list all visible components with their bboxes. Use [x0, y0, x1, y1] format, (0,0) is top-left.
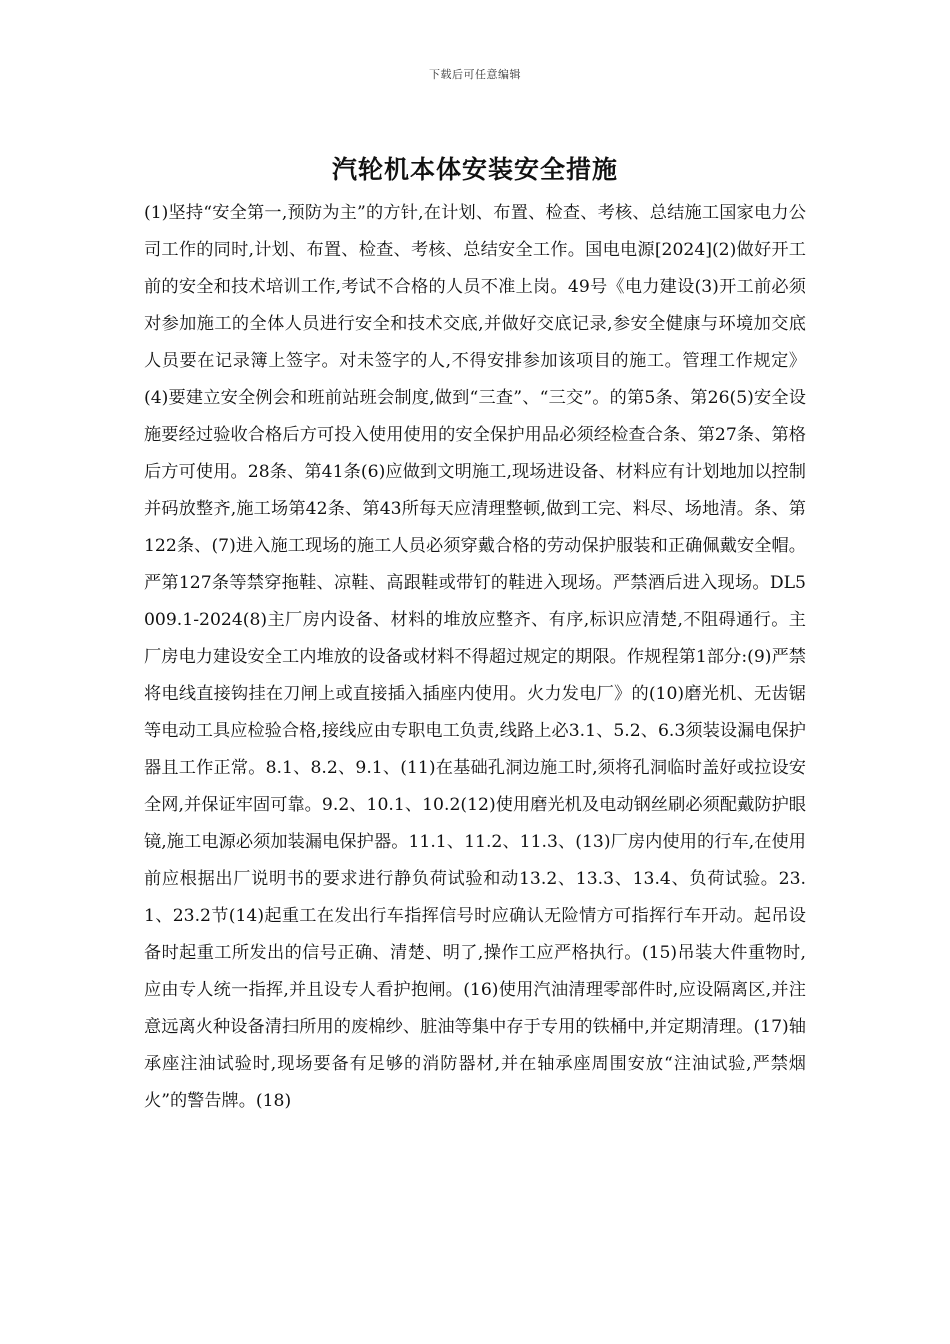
document-title: 汽轮机本体安装安全措施 [331, 155, 618, 184]
header-note: 下载后可任意编辑 [429, 68, 521, 81]
document-body: (1)坚持“安全第一,预防为主”的方针,在计划、布置、检查、考核、总结施工国家电力公司工作的同时,计划、布置、检查、考核、总结安全工作。国电电源[2024](2)做好开工前的安全和技术培训工作,考试不合格的人员不准上岗。49号《电力建设(3)开工前必须对参加施工的全体人员进行安全和技术交底,并做好交底记录,参安全健康与环境加交底人员要在记录簿上签字。对未签字的人,不得安排参加该项目的施工。管理工作规定》(4)要建立安全例会和班前站班会制度,做到“三查”、“三交”。的第5条、第26(5)安全设施要经过验收合格后方可投入使用使用的安全保护用品必须经检查合条、第27条、第格后方可使用。28条、第41条(6)应做到文明施工,现场进设备、材料应有计划地加以控制并码放整齐,施工场第42条、第43所每天应清理整顿,做到工完、料尽、场地清。条、第122条、(7)进入施工现场的施工人员必须穿戴合格的劳动保护服装和正确佩戴安全帽。严第127条等禁穿拖鞋、凉鞋、高跟鞋或带钉的鞋进入现场。严禁酒后进入现场。DL5009.1-2024(8)主厂房内设备、材料的堆放应整齐、有序,标识应清楚,不阻碍通行。主厂房电力建设安全工内堆放的设备或材料不得超过规定的期限。作规程第1部分:(9)严禁将电线直接钩挂在刀闸上或直接插入插座内使用。火力发电厂》的(10)磨光机、无齿锯等电动工具应检验合格,接线应由专职电工负责,线路上必3.1、5.2、6.3须装设漏电保护器且工作正常。8.1、8.2、9.1、(11)在基础孔洞边施工时,须将孔洞临时盖好或拉设安全网,并保证牢固可靠。9.2、10.1、10.2(12)使用磨光机及电动钢丝刷必须配戴防护眼镜,施工电源必须加装漏电保护器。11.1、11.2、11.3、(13)厂房内使用的行车,在使用前应根据出厂说明书的要求进行静负荷试验和动13.2、13.3、13.4、负荷试验。23.1、23.2节(14)起重工在发出行车指挥信号时应确认无险情方可指挥行车开动。起吊设备时起重工所发出的信号正确、清楚、明了,操作工应严格执行。(15)吊装大件重物时,应由专人统一指挥,并且设专人看护抱闸。(16)使用汽油清理零部件时,应设隔离区,并注意远离火种设备清扫所用的废棉纱、脏油等集中存于专用的铁桶中,并定期清理。(17)轴承座注油试验时,现场要备有足够的消防器材,并在轴承座周围安放“注油试验,严禁烟火”的警告牌。(18) [144, 203, 806, 1111]
